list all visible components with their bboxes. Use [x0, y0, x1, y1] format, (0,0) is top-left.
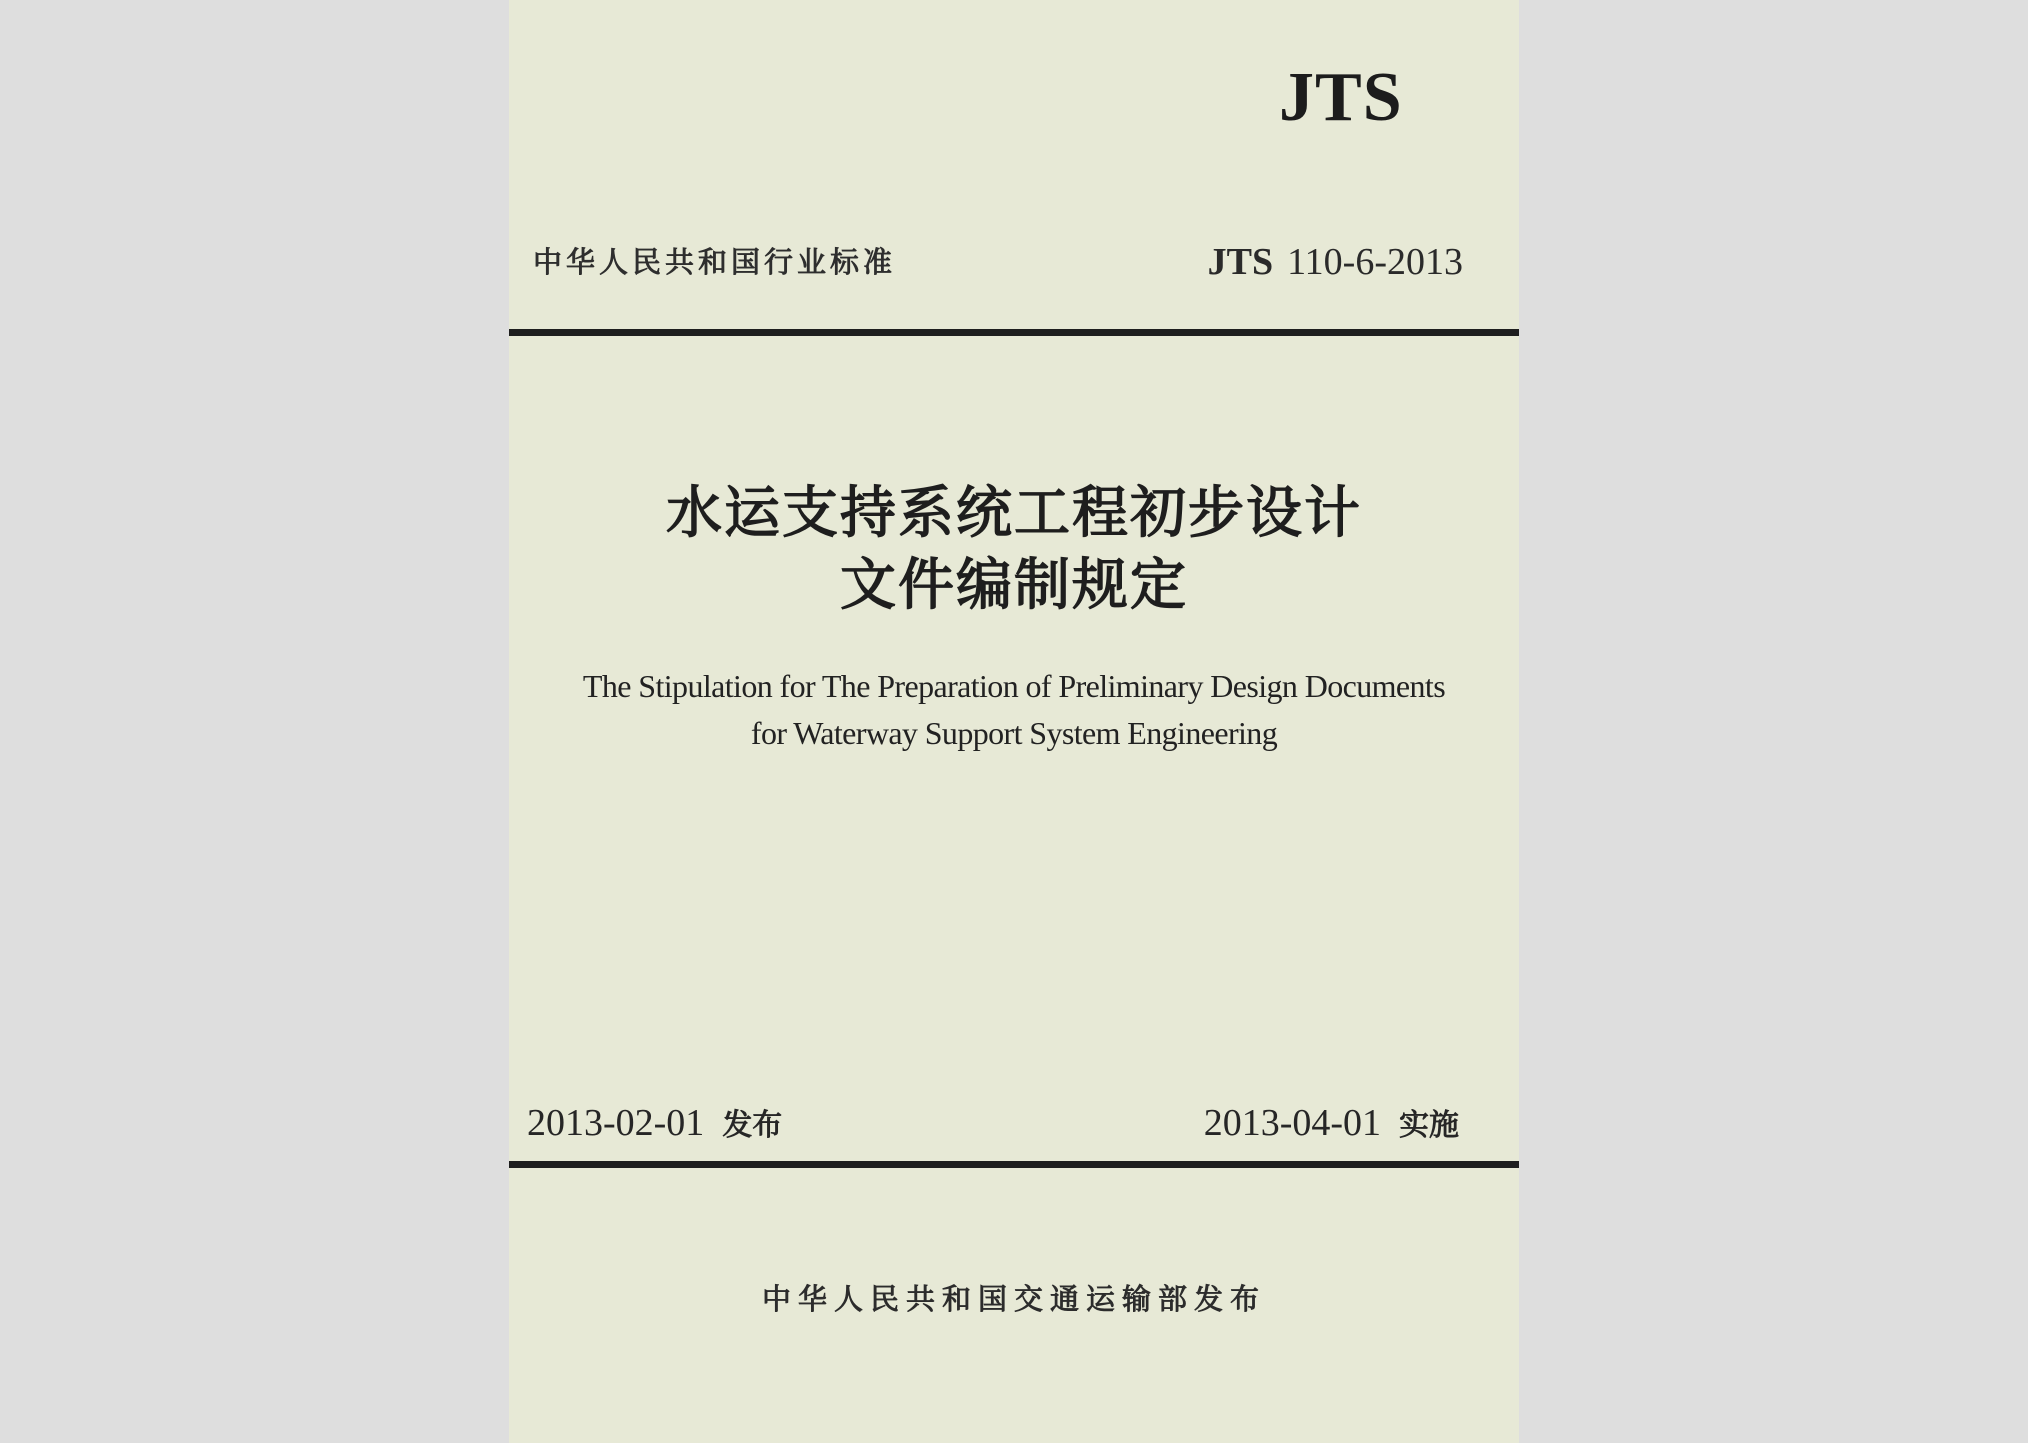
- issue-date: 2013-02-01: [527, 1102, 705, 1144]
- standard-code: [1208, 240, 1463, 284]
- title-english-line-2: for Waterway Support System Engineering: [750, 715, 1278, 751]
- implement-date: 2013-04-01: [1203, 1102, 1381, 1144]
- document-cover: [509, 0, 1519, 1443]
- issue-date-block: [527, 1099, 782, 1150]
- title-chinese-line-1: 水运支持系统工程初步设计: [666, 481, 1362, 546]
- title-chinese-line-2: 文件编制规定: [840, 553, 1188, 618]
- top-divider: [509, 329, 1519, 336]
- title-english-line-1: The Stipulation for The Preparation of Preliminary Design Documents: [582, 668, 1446, 704]
- jts-logo: JTS: [1279, 59, 1403, 136]
- standard-number: 110-6-2013: [1287, 241, 1463, 283]
- implement-date-block: [1204, 1099, 1459, 1150]
- publisher: 中华人民共和国交通运输部发布: [761, 1282, 1266, 1316]
- standard-prefix: JTS: [1207, 241, 1274, 283]
- issue-label: 发布: [722, 1108, 783, 1143]
- implement-label: 实施: [1399, 1108, 1459, 1143]
- bottom-divider: [509, 1161, 1519, 1168]
- standard-category: 中华人民共和国行业标准: [533, 245, 897, 279]
